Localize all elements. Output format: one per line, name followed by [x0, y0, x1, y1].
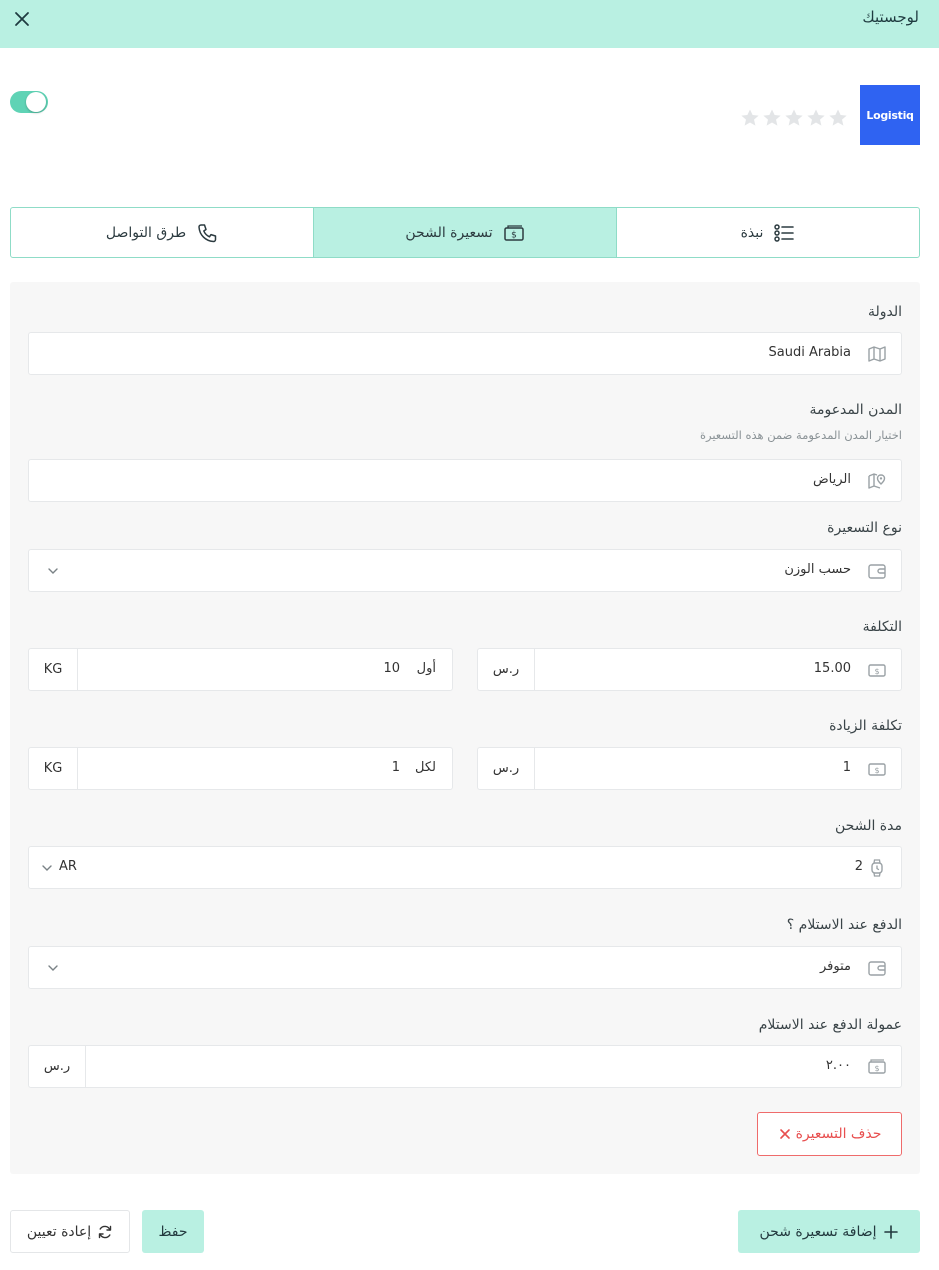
pricing-type-select[interactable] — [28, 549, 902, 592]
cod-value: متوفر — [820, 959, 851, 974]
per-label: لكل — [415, 760, 436, 775]
country-value: Saudi Arabia — [768, 345, 851, 360]
chevron-down-icon — [41, 862, 53, 874]
wallet-icon — [867, 561, 887, 581]
extra-cost-label: تكلفة الزيادة — [829, 718, 902, 734]
drawer-title: لوجستيك — [862, 8, 919, 26]
city-value: الرياض — [812, 472, 851, 487]
currency-unit: ر.س — [478, 649, 535, 690]
currency-unit: ر.س — [29, 1046, 86, 1087]
cod-fee-label: عمولة الدفع عند الاستلام — [758, 1017, 902, 1033]
duration-field[interactable] — [28, 846, 902, 889]
save-label: حفظ — [158, 1223, 188, 1240]
map-pin-icon — [867, 471, 887, 491]
money-icon — [867, 759, 887, 779]
cod-fee-field[interactable] — [28, 1045, 902, 1088]
toggle-knob — [26, 92, 46, 112]
cod-select[interactable] — [28, 946, 902, 989]
weight-unit: KG — [29, 649, 78, 690]
reset-label: إعادة تعيين — [26, 1223, 92, 1240]
money-icon — [867, 1057, 887, 1077]
svg-text:$: $ — [874, 766, 880, 775]
drawer-header — [0, 0, 939, 48]
close-icon — [778, 1127, 792, 1141]
delete-pricing-label: حذف التسعيرة — [795, 1126, 882, 1142]
watch-icon — [867, 858, 887, 878]
tab-shipping-pricing[interactable] — [313, 208, 616, 257]
money-icon — [867, 660, 887, 680]
rating-stars — [740, 108, 848, 128]
money-icon — [503, 222, 525, 244]
star-icon[interactable] — [828, 108, 848, 128]
phone-icon — [196, 222, 218, 244]
extra-cost-price-value: 1 — [842, 760, 851, 775]
star-icon[interactable] — [806, 108, 826, 128]
country-label: الدولة — [867, 304, 902, 320]
add-shipping-pricing-button[interactable] — [738, 1210, 920, 1253]
reset-button[interactable] — [10, 1210, 130, 1253]
cities-label: المدن المدعومة — [809, 402, 902, 418]
svg-text:$: $ — [874, 667, 880, 676]
provider-logo: Logistiq — [860, 85, 920, 145]
add-pricing-label: إضافة تسعيرة شحن — [759, 1223, 877, 1240]
cities-hint: اختيار المدن المدعومة ضمن هذه التسعيرة — [699, 428, 902, 442]
pricing-panel — [10, 282, 920, 1174]
delete-pricing-button[interactable] — [757, 1112, 902, 1156]
plus-icon — [883, 1224, 899, 1240]
tab-label: تسعيرة الشحن — [405, 224, 493, 241]
cost-price-field[interactable] — [477, 648, 902, 691]
tab-contact-methods[interactable] — [11, 208, 313, 257]
country-field[interactable] — [28, 332, 902, 375]
refresh-icon — [97, 1224, 113, 1240]
currency-unit: ر.س — [478, 748, 535, 789]
close-icon[interactable] — [13, 10, 31, 28]
first-weight-value: 10 — [383, 661, 400, 676]
tab-bar — [10, 207, 920, 258]
svg-text:$: $ — [874, 1064, 880, 1073]
pricing-type-label: نوع التسعيرة — [827, 520, 902, 536]
chevron-down-icon — [47, 565, 59, 577]
tab-label: طرق التواصل — [105, 224, 187, 241]
save-button[interactable] — [142, 1210, 204, 1253]
wallet-icon — [867, 958, 887, 978]
duration-unit-select[interactable]: AR — [59, 859, 77, 874]
map-icon — [867, 344, 887, 364]
per-weight-value: 1 — [391, 760, 400, 775]
svg-text:$: $ — [510, 230, 517, 240]
weight-unit: KG — [29, 748, 78, 789]
cities-field[interactable] — [28, 459, 902, 502]
tab-label: نبذة — [740, 224, 764, 241]
star-icon[interactable] — [784, 108, 804, 128]
extra-cost-per-weight-field[interactable] — [28, 747, 453, 790]
pricing-type-value: حسب الوزن — [784, 562, 851, 577]
cost-label: التكلفة — [862, 619, 902, 635]
duration-value: 2 — [854, 859, 863, 874]
first-label: أول — [416, 661, 436, 676]
star-icon[interactable] — [740, 108, 760, 128]
enable-toggle[interactable] — [10, 91, 48, 113]
duration-label: مدة الشحن — [835, 818, 902, 834]
chevron-down-icon — [47, 962, 59, 974]
tab-about[interactable] — [616, 208, 919, 257]
star-icon[interactable] — [762, 108, 782, 128]
extra-cost-price-field[interactable] — [477, 747, 902, 790]
cod-fee-value: ٢.٠٠ — [825, 1058, 851, 1073]
cod-label: الدفع عند الاستلام ؟ — [786, 917, 902, 933]
cost-price-value: 15.00 — [813, 661, 851, 676]
cost-first-weight-field[interactable] — [28, 648, 453, 691]
list-icon — [773, 222, 795, 244]
